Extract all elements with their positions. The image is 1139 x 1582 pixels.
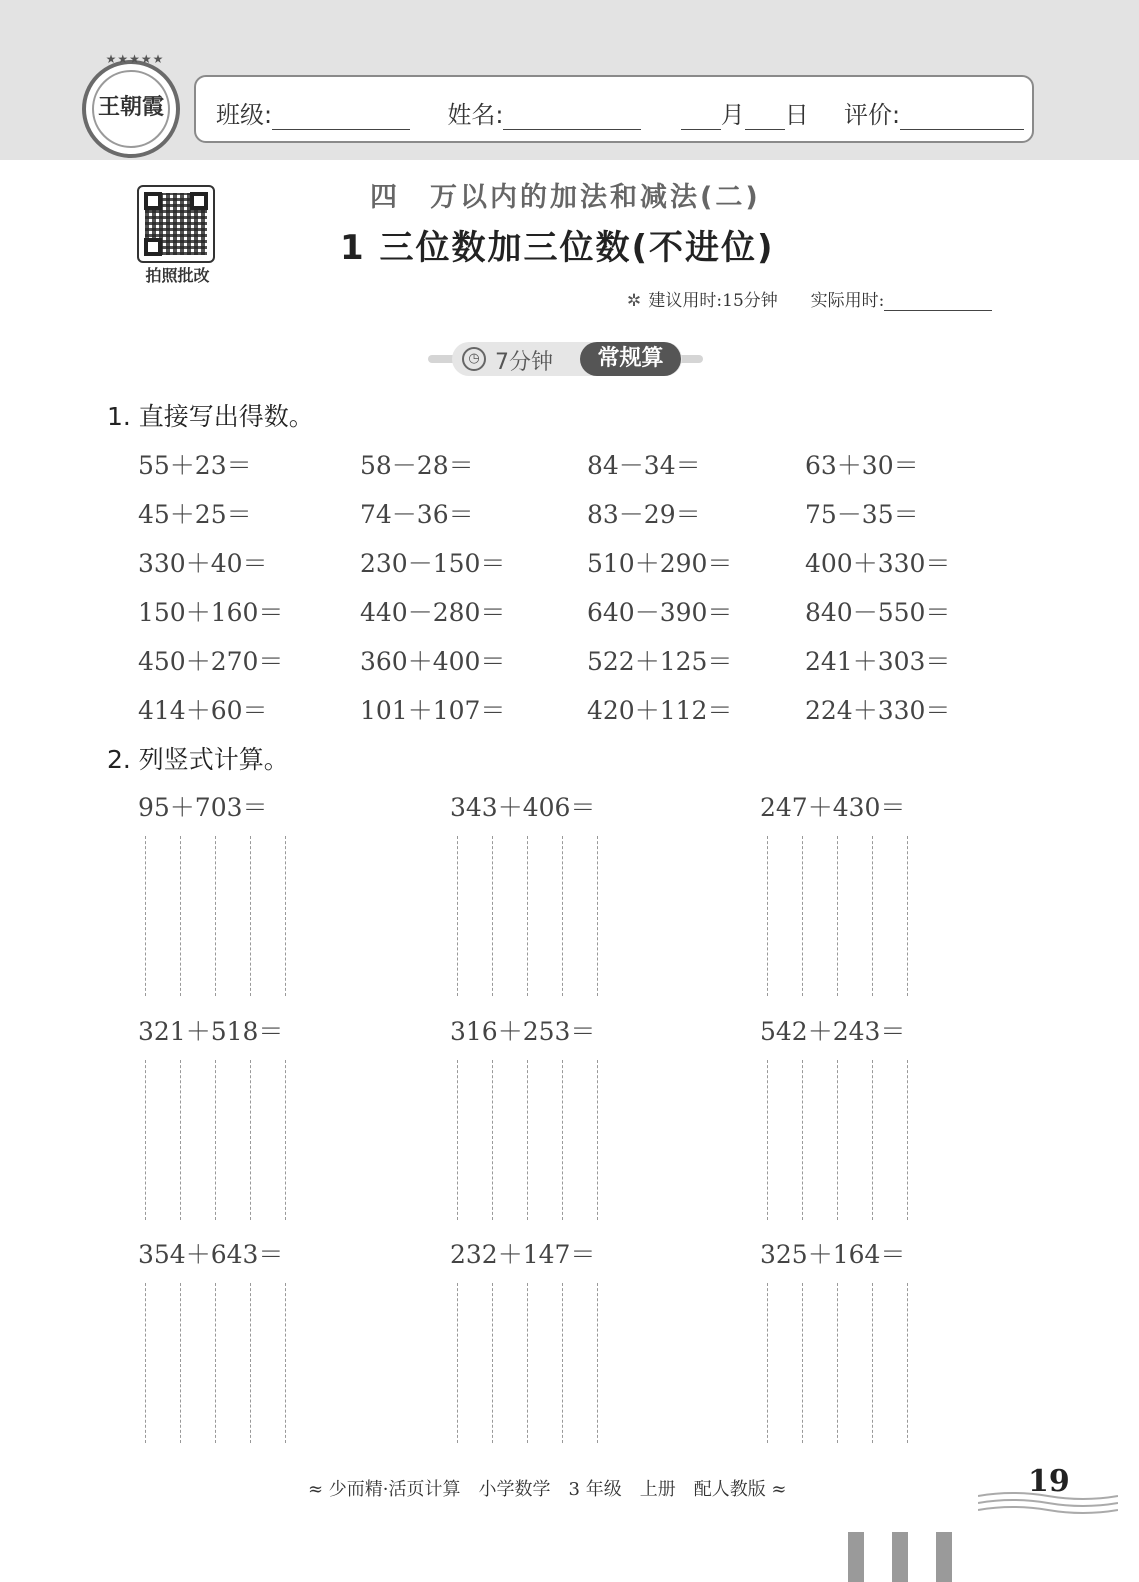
grid-guide-line bbox=[802, 1283, 803, 1443]
vertical-exercise: 343＋406＝ bbox=[450, 793, 596, 822]
grid-guide-line bbox=[562, 1060, 563, 1220]
actual-time-field[interactable] bbox=[884, 293, 992, 311]
vertical-exercise: 542＋243＝ bbox=[760, 1017, 906, 1046]
oral-exercise: 224＋330＝ bbox=[805, 696, 951, 725]
answer-grid[interactable] bbox=[767, 836, 912, 996]
grid-guide-line bbox=[907, 1060, 908, 1220]
oral-exercise: 414＋60＝ bbox=[138, 696, 268, 725]
unit-title: 四 万以内的加法和减法(二) bbox=[370, 182, 761, 213]
grid-guide-line bbox=[597, 1283, 598, 1443]
edge-bar bbox=[936, 1532, 952, 1582]
student-info-box bbox=[194, 75, 1034, 143]
grid-guide-line bbox=[215, 1283, 216, 1443]
logo-text: 王朝霞 bbox=[97, 94, 164, 120]
answer-grid[interactable] bbox=[145, 836, 290, 996]
grid-guide-line bbox=[250, 836, 251, 996]
day-field[interactable] bbox=[745, 104, 785, 130]
actual-time-label: 实际用时: bbox=[810, 291, 885, 311]
answer-grid[interactable] bbox=[767, 1283, 912, 1443]
edge-bar bbox=[892, 1532, 908, 1582]
grid-guide-line bbox=[215, 1060, 216, 1220]
day-label: 日 bbox=[784, 101, 809, 129]
oral-exercise: 840－550＝ bbox=[805, 598, 951, 627]
grid-guide-line bbox=[285, 1060, 286, 1220]
grid-guide-line bbox=[457, 1060, 458, 1220]
oral-exercise: 45＋25＝ bbox=[138, 500, 252, 529]
badge-time: 7分钟 bbox=[495, 350, 553, 375]
grid-guide-line bbox=[215, 836, 216, 996]
grid-guide-line bbox=[837, 836, 838, 996]
grid-guide-line bbox=[145, 836, 146, 996]
edge-bar bbox=[848, 1532, 864, 1582]
name-field[interactable] bbox=[503, 104, 641, 130]
grid-guide-line bbox=[492, 1060, 493, 1220]
eval-field[interactable] bbox=[900, 104, 1024, 130]
oral-exercise: 241＋303＝ bbox=[805, 647, 951, 676]
gear-icon: ✲ bbox=[626, 291, 642, 311]
grid-guide-line bbox=[562, 836, 563, 996]
grid-guide-line bbox=[145, 1283, 146, 1443]
lesson-title: 1 三位数加三位数(不进位) bbox=[340, 228, 775, 268]
answer-grid[interactable] bbox=[457, 1283, 602, 1443]
grid-guide-line bbox=[837, 1283, 838, 1443]
grid-guide-line bbox=[285, 1283, 286, 1443]
suggested-time: 建议用时:15分钟 bbox=[648, 291, 778, 311]
oral-exercise: 420＋112＝ bbox=[587, 696, 733, 725]
answer-grid[interactable] bbox=[145, 1283, 290, 1443]
oral-exercise: 510＋290＝ bbox=[587, 549, 733, 578]
answer-grid[interactable] bbox=[145, 1060, 290, 1220]
timing-line bbox=[625, 286, 992, 311]
vertical-exercise: 95＋703＝ bbox=[138, 793, 268, 822]
oral-exercise: 400＋330＝ bbox=[805, 549, 951, 578]
grid-guide-line bbox=[457, 836, 458, 996]
qr-code-icon[interactable] bbox=[137, 185, 215, 263]
qr-corner bbox=[144, 238, 162, 256]
month-label: 月 bbox=[720, 101, 745, 129]
publisher-logo bbox=[82, 52, 180, 158]
oral-exercise: 74－36＝ bbox=[360, 500, 474, 529]
grid-guide-line bbox=[907, 836, 908, 996]
qr-label: 拍照批改 bbox=[145, 266, 210, 285]
grid-guide-line bbox=[597, 1060, 598, 1220]
grid-guide-line bbox=[802, 1060, 803, 1220]
grid-guide-line bbox=[180, 1283, 181, 1443]
grid-guide-line bbox=[145, 1060, 146, 1220]
grid-guide-line bbox=[802, 836, 803, 996]
grid-guide-line bbox=[250, 1060, 251, 1220]
qr-corner bbox=[190, 192, 208, 210]
grid-guide-line bbox=[250, 1283, 251, 1443]
oral-exercise: 63＋30＝ bbox=[805, 451, 919, 480]
oral-exercise: 83－29＝ bbox=[587, 500, 701, 529]
oral-exercise: 150＋160＝ bbox=[138, 598, 284, 627]
grid-guide-line bbox=[180, 1060, 181, 1220]
stars-icon: ★★★★★ bbox=[105, 52, 165, 66]
page-number: 19 bbox=[1028, 1464, 1070, 1499]
grid-guide-line bbox=[767, 836, 768, 996]
oral-exercise: 330＋40＝ bbox=[138, 549, 268, 578]
oral-exercise: 360＋400＝ bbox=[360, 647, 506, 676]
grid-guide-line bbox=[285, 836, 286, 996]
wave-decoration-icon bbox=[978, 1488, 1118, 1516]
oral-exercise: 55＋23＝ bbox=[138, 451, 252, 480]
badge-tag: 常规算 bbox=[580, 342, 681, 376]
eval-label: 评价: bbox=[844, 101, 901, 129]
grid-guide-line bbox=[767, 1060, 768, 1220]
grid-guide-line bbox=[767, 1283, 768, 1443]
qr-corner bbox=[144, 192, 162, 210]
vertical-exercise: 232＋147＝ bbox=[450, 1240, 596, 1269]
vertical-exercise: 354＋643＝ bbox=[138, 1240, 284, 1269]
class-field[interactable] bbox=[272, 104, 410, 130]
footer-text: ≈ 少而精·活页计算 小学数学 3 年级 上册 配人教版 ≈ bbox=[308, 1479, 787, 1500]
oral-exercise: 450＋270＝ bbox=[138, 647, 284, 676]
oral-exercise: 522＋125＝ bbox=[587, 647, 733, 676]
vertical-exercise: 321＋518＝ bbox=[138, 1017, 284, 1046]
oral-exercise: 75－35＝ bbox=[805, 500, 919, 529]
oral-exercise: 440－280＝ bbox=[360, 598, 506, 627]
oral-exercise: 58－28＝ bbox=[360, 451, 474, 480]
grid-guide-line bbox=[492, 836, 493, 996]
grid-guide-line bbox=[907, 1283, 908, 1443]
grid-guide-line bbox=[872, 1060, 873, 1220]
answer-grid[interactable] bbox=[767, 1060, 912, 1220]
answer-grid[interactable] bbox=[457, 1060, 602, 1220]
oral-exercise: 640－390＝ bbox=[587, 598, 733, 627]
grid-guide-line bbox=[562, 1283, 563, 1443]
month-field[interactable] bbox=[681, 104, 721, 130]
question-2-title: 2. 列竖式计算。 bbox=[107, 745, 289, 774]
oral-exercise: 84－34＝ bbox=[587, 451, 701, 480]
grid-guide-line bbox=[457, 1283, 458, 1443]
vertical-exercise: 316＋253＝ bbox=[450, 1017, 596, 1046]
grid-guide-line bbox=[872, 836, 873, 996]
clock-icon: ◷ bbox=[462, 347, 486, 371]
question-1-title: 1. 直接写出得数。 bbox=[107, 402, 314, 431]
grid-guide-line bbox=[527, 1060, 528, 1220]
grid-guide-line bbox=[527, 1283, 528, 1443]
oral-exercise: 230－150＝ bbox=[360, 549, 506, 578]
oral-exercise: 101＋107＝ bbox=[360, 696, 506, 725]
answer-grid[interactable] bbox=[457, 836, 602, 996]
vertical-exercise: 247＋430＝ bbox=[760, 793, 906, 822]
grid-guide-line bbox=[492, 1283, 493, 1443]
grid-guide-line bbox=[872, 1283, 873, 1443]
grid-guide-line bbox=[597, 836, 598, 996]
student-info-row bbox=[216, 95, 1024, 130]
vertical-exercise: 325＋164＝ bbox=[760, 1240, 906, 1269]
grid-guide-line bbox=[180, 836, 181, 996]
grid-guide-line bbox=[527, 836, 528, 996]
grid-guide-line bbox=[837, 1060, 838, 1220]
name-label: 姓名: bbox=[447, 101, 504, 129]
class-label: 班级: bbox=[216, 101, 273, 129]
